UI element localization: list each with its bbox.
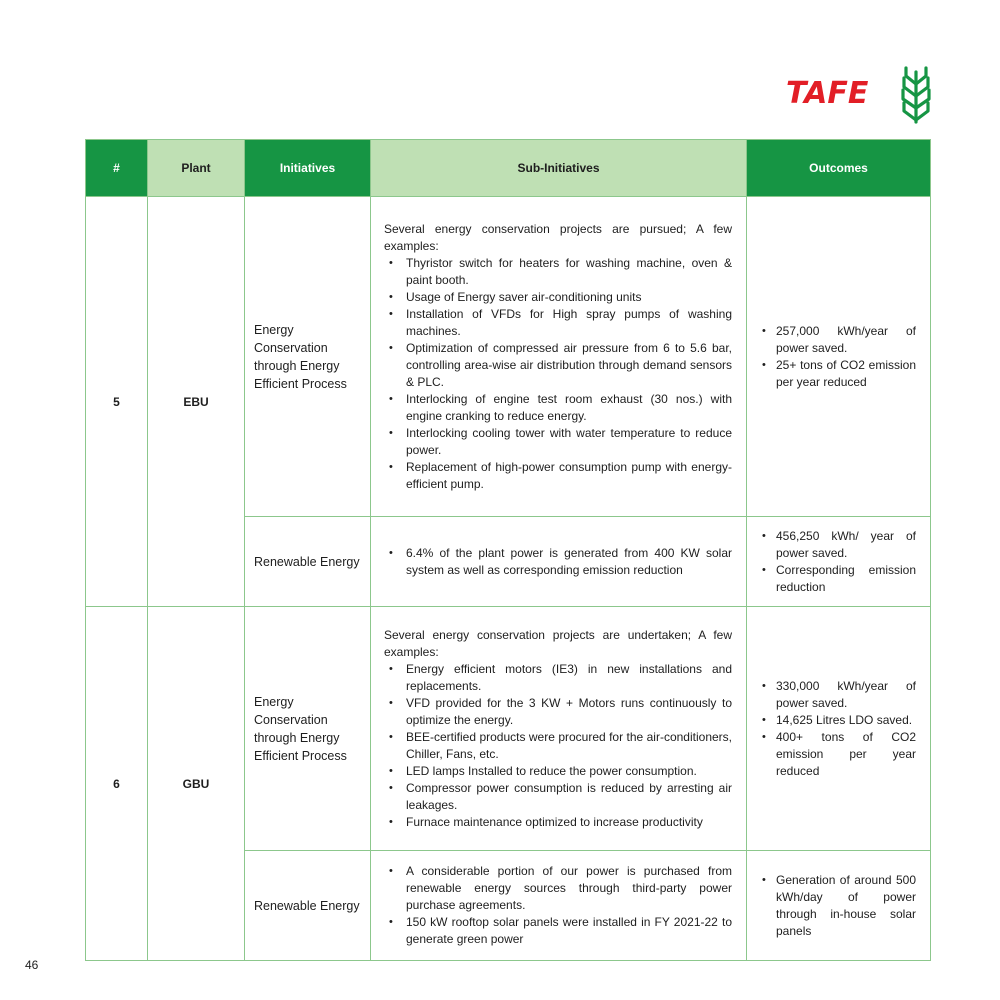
- list-item: • LED lamps Installed to reduce the power consumption.: [384, 763, 732, 780]
- header-number: #: [86, 140, 148, 197]
- outcomes-list: [756, 678, 916, 780]
- table-header-row: [86, 140, 931, 197]
- list-item: • Optimization of compressed air pressure from 6 to 5.6 bar, controlling area-wise air distribution through demand sensors & PLC.: [384, 340, 732, 391]
- sub-initiatives-intro: Several energy conservation projects are pursued; A few examples:: [384, 221, 732, 253]
- sub-initiatives-cell: [371, 607, 747, 851]
- sub-initiatives-cell: [371, 517, 747, 607]
- plant-name: EBU: [148, 197, 245, 607]
- row-number: 6: [86, 607, 148, 961]
- plant-name: GBU: [148, 607, 245, 961]
- list-item: • Replacement of high-power consumption pump with energy-efficient pump.: [384, 459, 732, 493]
- list-item: • 25+ tons of CO2 emission per year reduced: [756, 357, 916, 391]
- list-item: • BEE-certified products were procured for the air-conditioners, Chiller, Fans, etc.: [384, 729, 732, 763]
- sub-initiatives-intro: Several energy conservation projects are undertaken; A few examples:: [384, 627, 732, 659]
- initiative-title: Energy Conservation through Energy Efficient Process: [245, 607, 371, 851]
- wheat-leaf-icon: [899, 66, 933, 124]
- energy-initiatives-table: [85, 139, 931, 961]
- sub-initiatives-cell: [371, 197, 747, 517]
- header-initiatives: Initiatives: [245, 140, 371, 197]
- list-item: • 14,625 Litres LDO saved.: [756, 712, 916, 729]
- list-item: • Generation of around 500 kWh/day of power through in-house solar panels: [756, 872, 916, 940]
- initiative-title: Renewable Energy: [245, 851, 371, 961]
- initiative-title: Renewable Energy: [245, 517, 371, 607]
- sub-initiatives-list: [384, 863, 732, 948]
- sub-initiatives-list: [384, 661, 732, 831]
- table-row: [86, 607, 931, 851]
- list-item: • 6.4% of the plant power is generated from 400 KW solar system as well as corresponding emission reduction: [384, 545, 732, 579]
- outcomes-cell: [747, 607, 931, 851]
- header-outcomes: Outcomes: [747, 140, 931, 197]
- outcomes-list: [756, 872, 916, 940]
- list-item: • A considerable portion of our power is purchased from renewable energy sources through third-party power purchase agreements.: [384, 863, 732, 914]
- list-item: • Installation of VFDs for High spray pumps of washing machines.: [384, 306, 732, 340]
- outcomes-cell: [747, 851, 931, 961]
- initiative-title: Energy Conservation through Energy Efficient Process: [245, 197, 371, 517]
- list-item: • VFD provided for the 3 KW + Motors runs continuously to optimize the energy.: [384, 695, 732, 729]
- list-item: • 400+ tons of CO2 emission per year reduced: [756, 729, 916, 780]
- outcomes-list: [756, 528, 916, 596]
- sub-initiatives-list: [384, 255, 732, 493]
- list-item: • 257,000 kWh/year of power saved.: [756, 323, 916, 357]
- sub-initiatives-cell: [371, 851, 747, 961]
- list-item: • Furnace maintenance optimized to increase productivity: [384, 814, 732, 831]
- table-row: [86, 197, 931, 517]
- list-item: • 330,000 kWh/year of power saved.: [756, 678, 916, 712]
- page-number: 46: [25, 958, 39, 972]
- list-item: • 456,250 kWh/ year of power saved.: [756, 528, 916, 562]
- outcomes-list: [756, 323, 916, 391]
- list-item: • Energy efficient motors (IE3) in new installations and replacements.: [384, 661, 732, 695]
- list-item: • 150 kW rooftop solar panels were installed in FY 2021-22 to generate green power: [384, 914, 732, 948]
- header-plant: Plant: [148, 140, 245, 197]
- list-item: • Interlocking cooling tower with water temperature to reduce power.: [384, 425, 732, 459]
- list-item: • Thyristor switch for heaters for washing machine, oven & paint booth.: [384, 255, 732, 289]
- list-item: • Interlocking of engine test room exhaust (30 nos.) with engine cranking to reduce energy.: [384, 391, 732, 425]
- row-number: 5: [86, 197, 148, 607]
- list-item: • Usage of Energy saver air-conditioning units: [384, 289, 732, 306]
- header-sub-initiatives: Sub-Initiatives: [371, 140, 747, 197]
- outcomes-cell: [747, 197, 931, 517]
- tafe-logo: [782, 66, 934, 124]
- outcomes-cell: [747, 517, 931, 607]
- logo-wordmark: TAFE: [786, 76, 869, 111]
- sub-initiatives-list: [384, 545, 732, 579]
- list-item: • Compressor power consumption is reduced by arresting air leakages.: [384, 780, 732, 814]
- list-item: • Corresponding emission reduction: [756, 562, 916, 596]
